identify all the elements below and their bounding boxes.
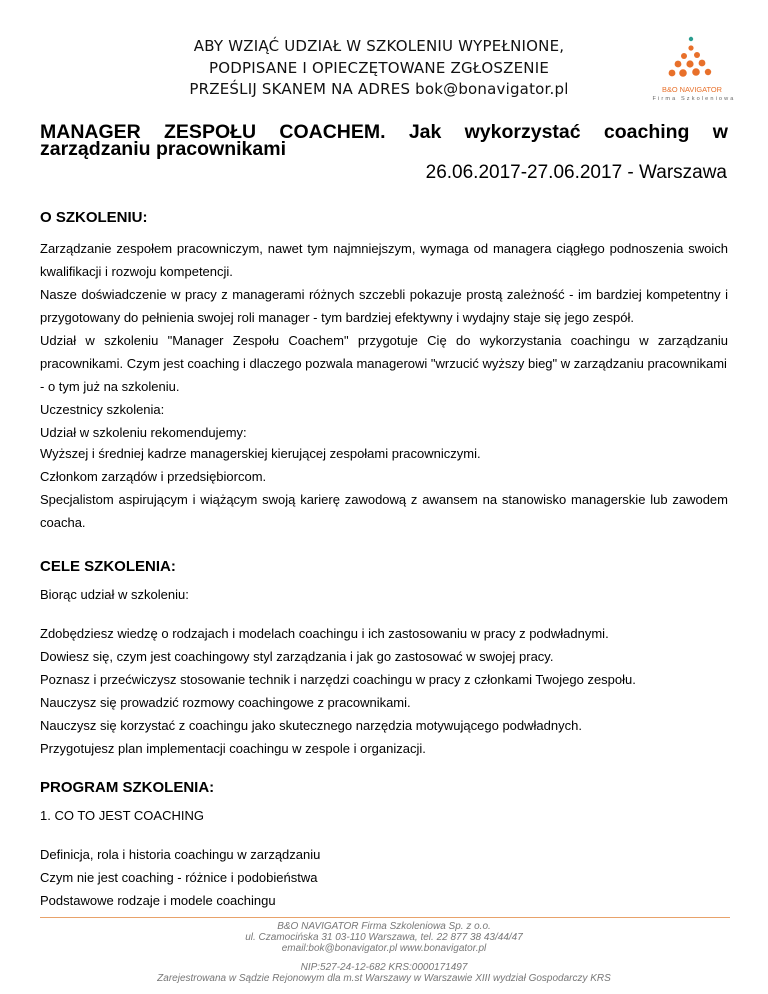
about-line: - o tym już na szkoleniu. (40, 379, 180, 394)
title-word: Jak (408, 121, 442, 143)
program-item: Czym nie jest coaching - różnice i podobieństwa (40, 870, 318, 885)
training-date: 26.06.2017-27.06.2017 - Warszawa (425, 162, 727, 183)
program-item: Podstawowe rodzaje i modele coachingu (40, 893, 276, 908)
page-title (40, 121, 728, 160)
footer-nip: NIP:527-24-12-682 KRS:0000171497 (300, 962, 468, 973)
about-line: Udział w szkoleniu rekomendujemy: (40, 425, 247, 440)
goal-item: Poznasz i przećwiczysz stosowanie technik i narzędzi coachingu w pracy z członkami Twojego zespołu. (40, 672, 636, 687)
section-heading-about: O SZKOLENIU: (40, 209, 148, 226)
program-list (40, 843, 728, 912)
program-section-1: 1. CO TO JEST COACHING (40, 808, 204, 823)
title-word: MANAGER (40, 121, 141, 143)
logo-subtitle: Firma Szkoleniowa (652, 96, 736, 102)
title-word: w (712, 121, 728, 143)
footer-address: ul. Czamocińska 31 03-110 Warszawa, tel. 22 877 38 43/44/47 (245, 932, 523, 943)
goals-intro: Biorąc udział w szkoleniu: (40, 587, 189, 602)
recipient-item: Wyższej i średniej kadrze managerskiej kierującej zespołami pracowniczymi. (40, 446, 481, 461)
about-line: Uczestnicy szkolenia: (40, 402, 165, 417)
title-word: COACHEM. (279, 121, 386, 143)
section-heading-goals: CELE SZKOLENIA: (40, 558, 176, 575)
title-line-2: zarządzaniu pracownikami (40, 138, 286, 160)
recipients-list (40, 442, 728, 534)
about-line: Zarządzanie zespołem pracowniczym, nawet tym najmniejszym, wymaga od managera ciągłego podnoszenia swoich (40, 241, 728, 256)
program-item: Definicja, rola i historia coachingu w zarządzaniu (40, 847, 321, 862)
section-heading-program: PROGRAM SZKOLENIA: (40, 779, 215, 796)
title-word: coaching (603, 121, 690, 143)
title-word: ZESPOŁU (164, 121, 257, 143)
notice-line-2: PODPISANE I OPIECZĘTOWANE ZGŁOSZENIE (208, 58, 549, 77)
goals-list (40, 622, 728, 760)
recipient-item: coacha. (40, 515, 86, 530)
goal-item: Nauczysz się prowadzić rozmowy coachingowe z pracownikami. (40, 695, 411, 710)
recipient-item: Członkom zarządów i przedsiębiorcom. (40, 469, 267, 484)
recipient-item: Specjalistom aspirującym i wiążącym swoją karierę zawodową z awansem na stanowisko managerskie lub zawodem (40, 492, 728, 507)
about-line: kwalifikacji i rozwoju kompetencji. (40, 264, 233, 279)
title-word: wykorzystać (464, 121, 581, 143)
footer-court: Zarejestrowana w Sądzie Rejonowym dla m.st Warszawy w Warszawie XIII wydział Gospodarczy KRS (157, 973, 611, 984)
about-line: przygotowany do pełnienia swojej roli manager - tym bardziej efektywny i wydajny staje się jego zespół. (40, 310, 634, 325)
notice-line-3: PRZEŚLIJ SKANEM NA ADRES bok@bonavigator.pl (189, 80, 569, 98)
about-line: pracownikami. Czym jest coaching i dlaczego pozwala managerowi "wrzucić wyższy bieg" w zarządzaniu pracownikami (40, 356, 727, 371)
goal-item: Przygotujesz plan implementacji coachingu w zespole i organizacji. (40, 741, 426, 756)
footer-company: B&O NAVIGATOR Firma Szkoleniowa Sp. z o.o. (277, 921, 491, 932)
footer-contact: email:bok@bonavigator.pl www.bonavigator.pl (281, 943, 487, 954)
notice-line-1: ABY WZIĄĆ UDZIAŁ W SZKOLENIU WYPEŁNIONE, (193, 37, 565, 55)
logo-name: B&O NAVIGATOR (662, 85, 722, 94)
goal-item: Zdobędziesz wiedzę o rodzajach i modelach coachingu i ich zastosowaniu w pracy z podwładnymi. (40, 626, 609, 641)
about-line: Nasze doświadczenie w pracy z managerami różnych szczebli pokazuje prostą zależność - im bardziej kompetentny i (40, 287, 728, 302)
goal-item: Dowiesz się, czym jest coachingowy styl zarządzania i jak go zastosować w swojej pracy. (40, 649, 554, 664)
about-text (40, 237, 728, 444)
goal-item: Nauczysz się korzystać z coachingu jako skutecznego narzędzia motywującego podwładnych. (40, 718, 582, 733)
about-line: Udział w szkoleniu "Manager Zespołu Coachem" przygotuje Cię do wykorzystania coachingu w zarządzaniu (40, 333, 728, 348)
footer-divider (40, 917, 730, 918)
